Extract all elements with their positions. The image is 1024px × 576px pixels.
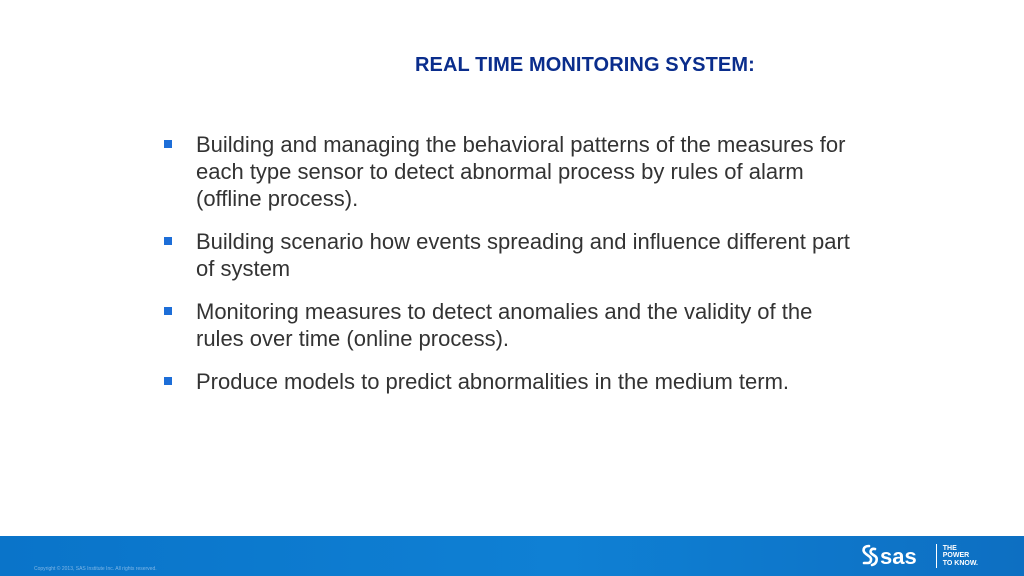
square-bullet-icon (164, 377, 172, 385)
sas-logo (860, 543, 978, 569)
square-bullet-icon (164, 307, 172, 315)
bullet-item (164, 228, 864, 282)
slide-title: REAL TIME MONITORING SYSTEM: (415, 54, 755, 76)
square-bullet-icon (164, 140, 172, 148)
bullet-text: Building scenario how events spreading and influence different part of system (196, 229, 850, 281)
bullet-item (164, 131, 864, 212)
bullet-text: Produce models to predict abnormalities in the medium term. (196, 369, 790, 394)
square-bullet-icon (164, 237, 172, 245)
bullet-text: Monitoring measures to detect anomalies and the validity of the rules over time (online process). (196, 299, 813, 351)
logo-divider (936, 544, 937, 568)
copyright-text: Copyright © 2013, SAS Institute Inc. All rights reserved. (34, 566, 157, 572)
bullet-text: Building and managing the behavioral patterns of the measures for each type sensor to detect abnormal process by rules of alarm (offline process). (196, 132, 846, 211)
bullet-item (164, 368, 864, 395)
bullet-item (164, 298, 864, 352)
sas-logo-graphic (860, 543, 928, 569)
sas-logo-icon (860, 543, 928, 569)
footer-bar (0, 536, 1024, 576)
bullet-list (164, 131, 864, 411)
sas-logo-text: sas (879, 544, 917, 569)
logo-tagline: THE POWER TO KNOW. (942, 544, 978, 567)
